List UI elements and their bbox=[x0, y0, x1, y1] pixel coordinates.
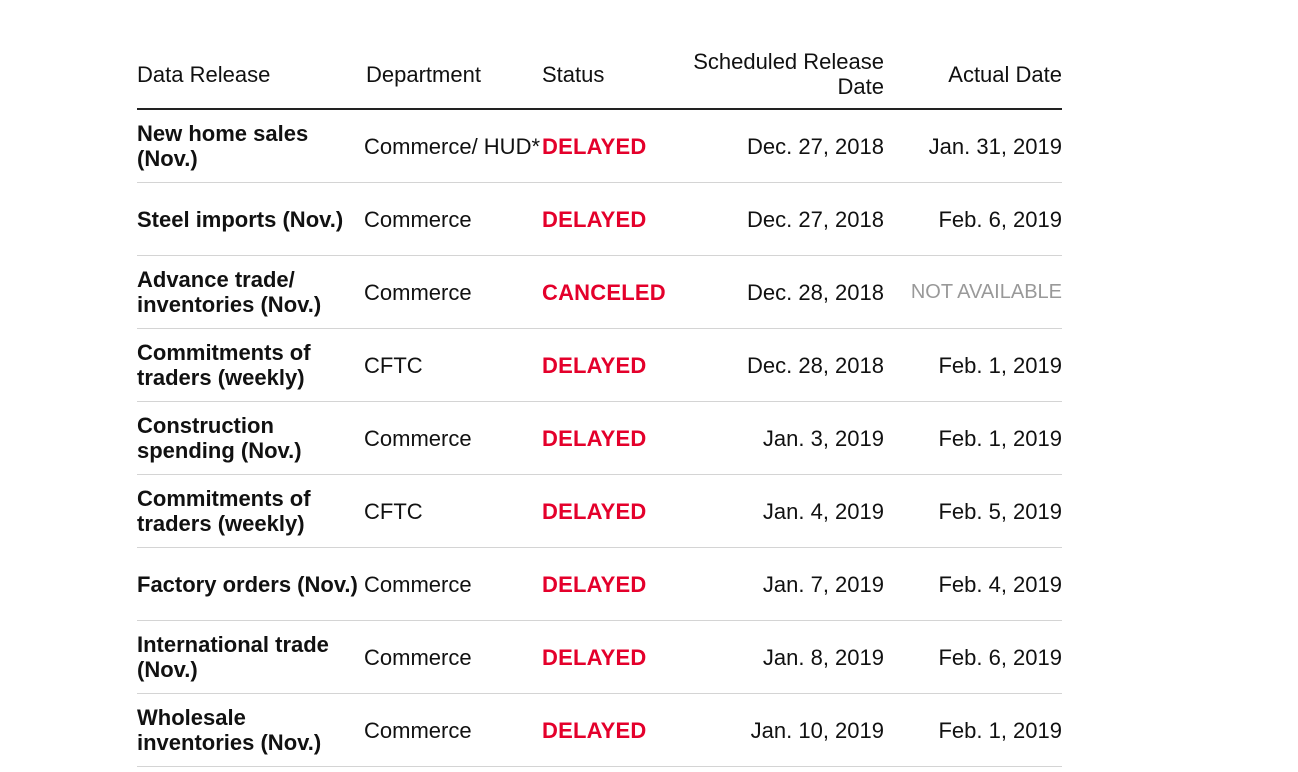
cell-department: CFTC bbox=[364, 329, 542, 402]
table-row bbox=[137, 548, 1062, 621]
status-badge: DELAYED bbox=[542, 183, 682, 256]
cell-department: Commerce bbox=[364, 621, 542, 694]
cell-department: Commerce bbox=[364, 694, 542, 767]
status-badge: DELAYED bbox=[542, 475, 682, 548]
table-row bbox=[137, 183, 1062, 256]
header-status: Status bbox=[542, 40, 682, 109]
table-row bbox=[137, 694, 1062, 767]
cell-scheduled-date: Dec. 28, 2018 bbox=[682, 329, 884, 402]
cell-scheduled-date: Jan. 10, 2019 bbox=[682, 694, 884, 767]
status-badge: DELAYED bbox=[542, 621, 682, 694]
cell-actual-date: Feb. 1, 2019 bbox=[884, 402, 1062, 475]
status-badge: DELAYED bbox=[542, 694, 682, 767]
cell-scheduled-date: Jan. 3, 2019 bbox=[682, 402, 884, 475]
cell-scheduled-date: Dec. 28, 2018 bbox=[682, 256, 884, 329]
cell-actual-date: Feb. 4, 2019 bbox=[884, 548, 1062, 621]
cell-data-release: Steel imports (Nov.) bbox=[137, 183, 364, 256]
cell-scheduled-date: Jan. 8, 2019 bbox=[682, 621, 884, 694]
cell-data-release: Construction spending (Nov.) bbox=[137, 402, 364, 475]
table-header-row bbox=[137, 40, 1062, 109]
cell-actual-date: Feb. 6, 2019 bbox=[884, 621, 1062, 694]
cell-actual-date: NOT AVAILABLE bbox=[884, 256, 1062, 329]
header-actual-date: Actual Date bbox=[884, 40, 1062, 109]
cell-department: Commerce bbox=[364, 548, 542, 621]
cell-data-release: Factory orders (Nov.) bbox=[137, 548, 364, 621]
table-row bbox=[137, 329, 1062, 402]
cell-department: Commerce/ HUD* bbox=[364, 109, 542, 183]
cell-department: Commerce bbox=[364, 402, 542, 475]
cell-actual-date: Feb. 1, 2019 bbox=[884, 329, 1062, 402]
cell-data-release: New home sales (Nov.) bbox=[137, 109, 364, 183]
table-row bbox=[137, 402, 1062, 475]
cell-actual-date: Jan. 31, 2019 bbox=[884, 109, 1062, 183]
header-data-release: Data Release bbox=[137, 40, 364, 109]
cell-actual-date: Feb. 1, 2019 bbox=[884, 694, 1062, 767]
table-row bbox=[137, 621, 1062, 694]
status-badge: DELAYED bbox=[542, 109, 682, 183]
status-badge: DELAYED bbox=[542, 402, 682, 475]
cell-department: Commerce bbox=[364, 183, 542, 256]
table-row bbox=[137, 109, 1062, 183]
table-row bbox=[137, 475, 1062, 548]
status-badge: DELAYED bbox=[542, 548, 682, 621]
status-badge: DELAYED bbox=[542, 329, 682, 402]
cell-data-release: International trade (Nov.) bbox=[137, 621, 364, 694]
header-scheduled-release-date bbox=[682, 40, 884, 109]
cell-department: CFTC bbox=[364, 475, 542, 548]
table-row bbox=[137, 256, 1062, 329]
cell-scheduled-date: Dec. 27, 2018 bbox=[682, 109, 884, 183]
cell-actual-date: Feb. 6, 2019 bbox=[884, 183, 1062, 256]
cell-scheduled-date: Jan. 4, 2019 bbox=[682, 475, 884, 548]
status-badge: CANCELED bbox=[542, 256, 682, 329]
cell-scheduled-date: Dec. 27, 2018 bbox=[682, 183, 884, 256]
cell-data-release: Commitments of traders (weekly) bbox=[137, 329, 364, 402]
data-release-table bbox=[137, 40, 1062, 767]
cell-department: Commerce bbox=[364, 256, 542, 329]
cell-data-release: Commitments of traders (weekly) bbox=[137, 475, 364, 548]
header-scheduled-label: Scheduled Release Date bbox=[693, 49, 884, 99]
cell-data-release: Advance trade/ inventories (Nov.) bbox=[137, 256, 364, 329]
cell-actual-date: Feb. 5, 2019 bbox=[884, 475, 1062, 548]
cell-data-release: Wholesale inventories (Nov.) bbox=[137, 694, 364, 767]
header-department: Department bbox=[364, 40, 542, 109]
cell-scheduled-date: Jan. 7, 2019 bbox=[682, 548, 884, 621]
